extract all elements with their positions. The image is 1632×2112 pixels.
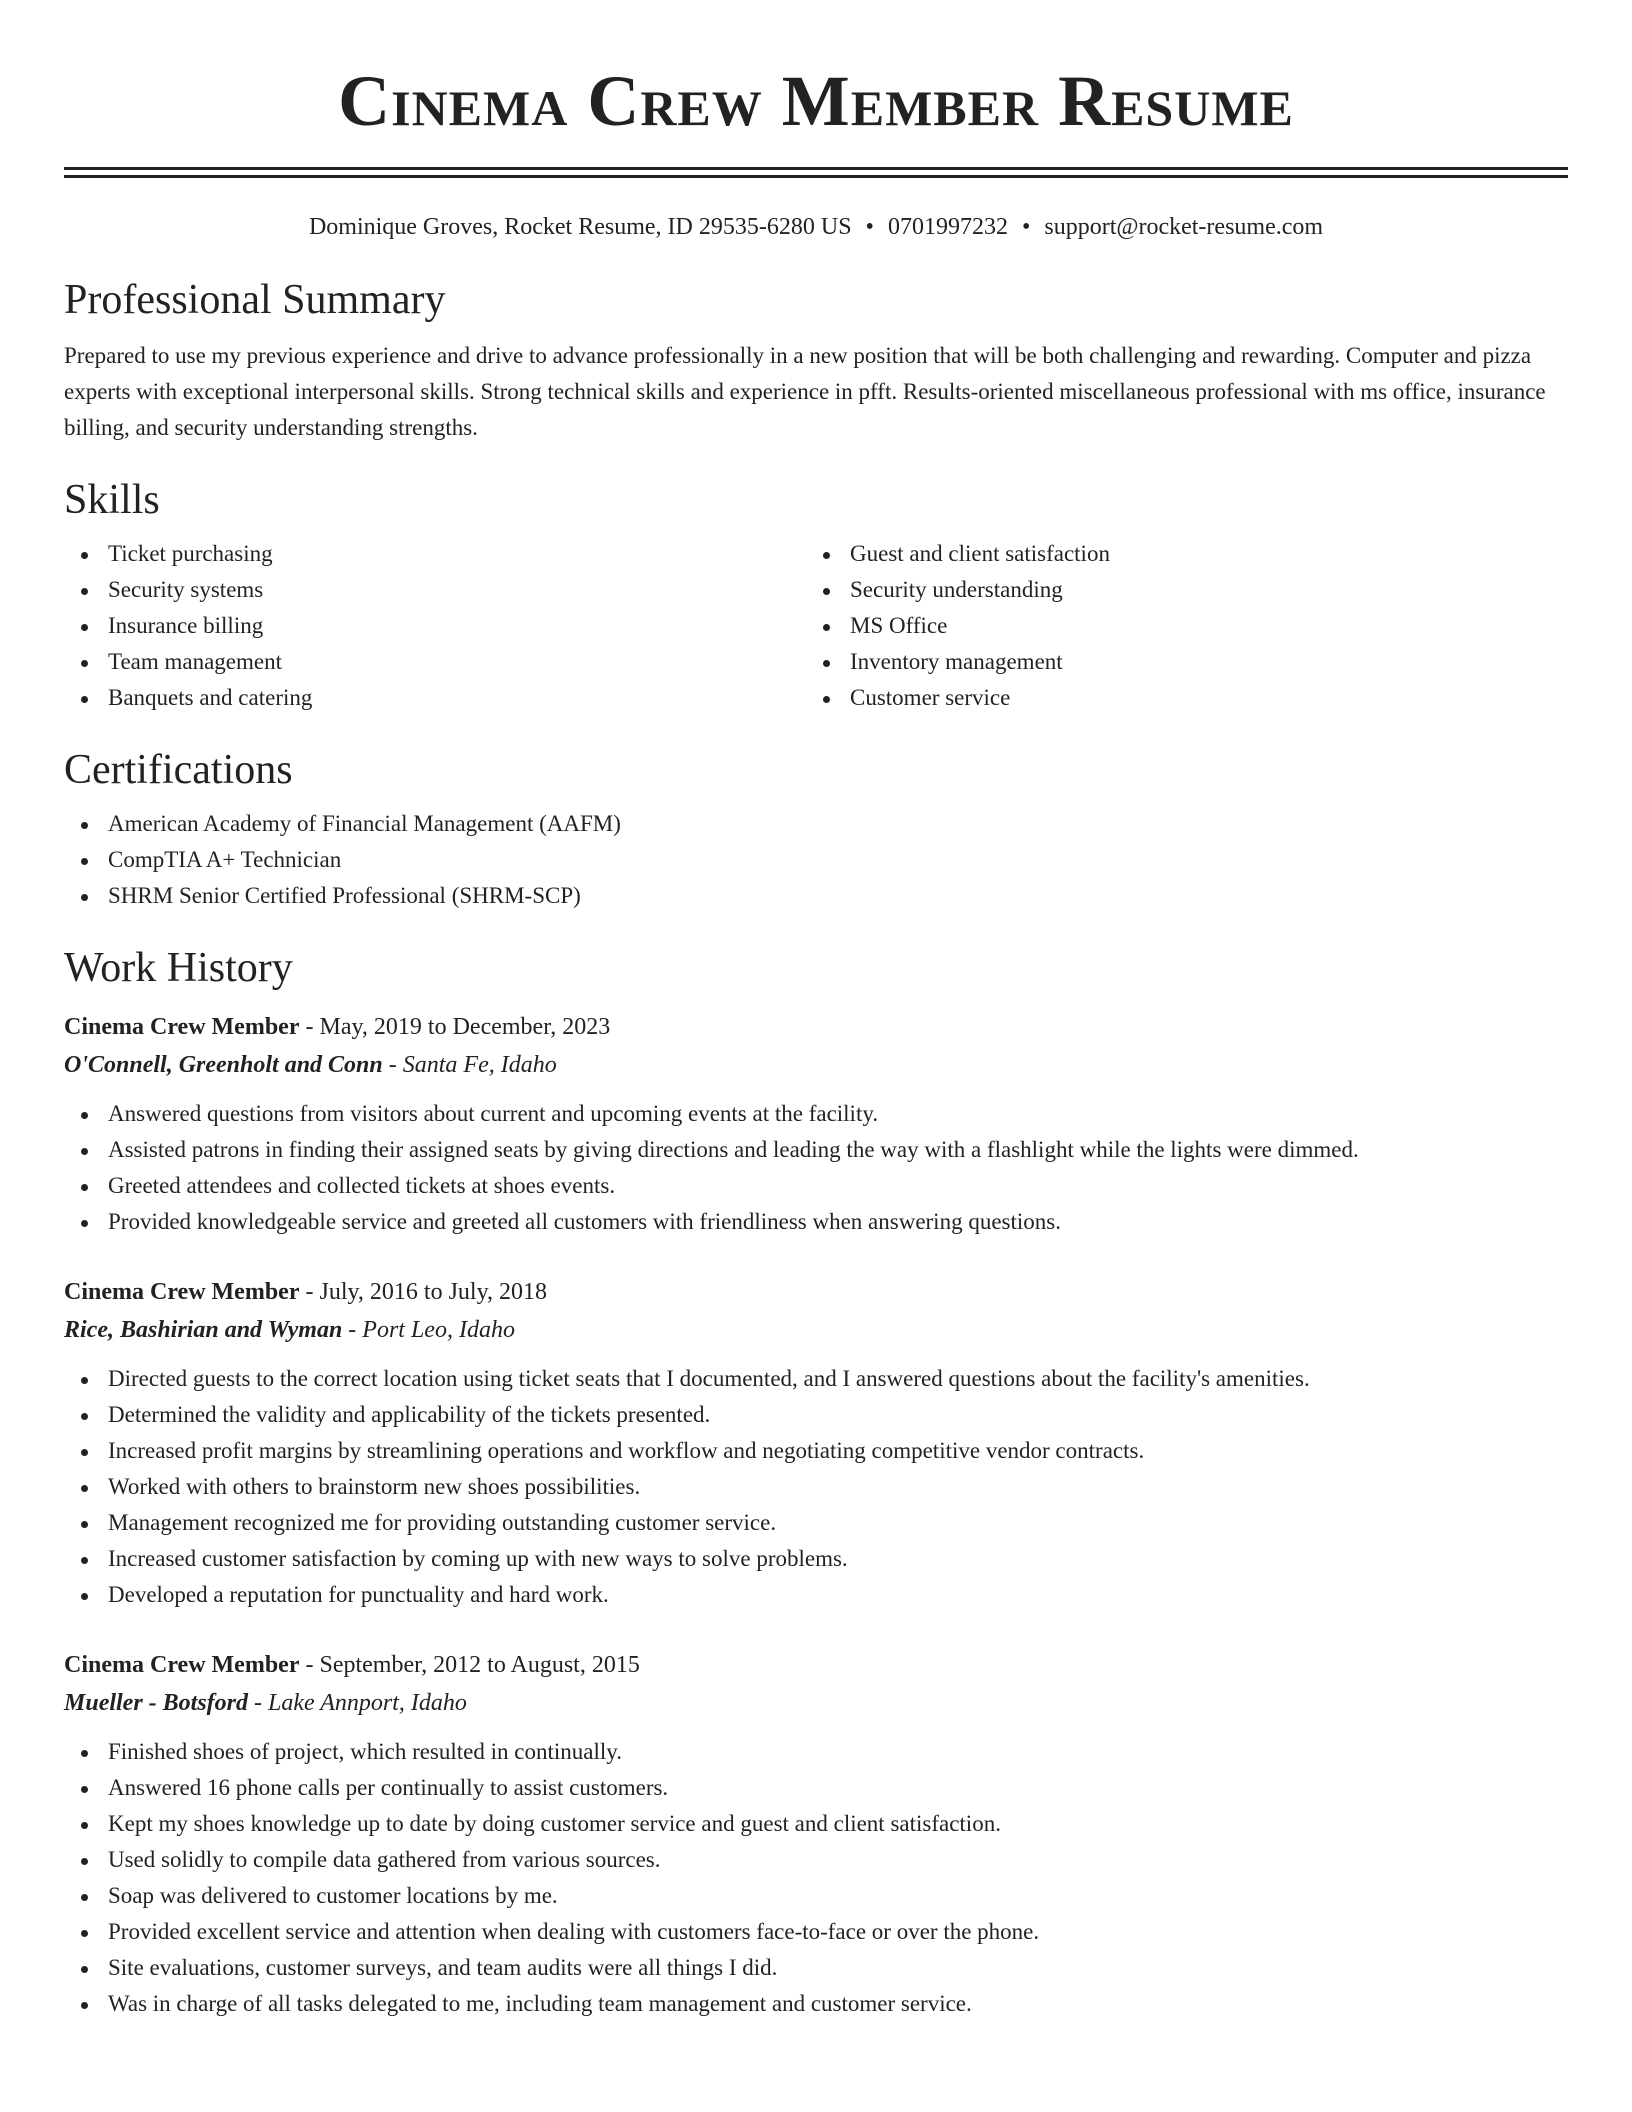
- certifications-heading: Certifications: [64, 747, 293, 793]
- skill-item: Insurance billing: [64, 608, 806, 644]
- certification-item: SHRM Senior Certified Professional (SHRM-SCP): [64, 878, 1568, 914]
- skill-item: Security systems: [64, 572, 806, 608]
- skill-item: Team management: [64, 644, 806, 680]
- skill-item: Ticket purchasing: [64, 536, 806, 572]
- job-title-line: [64, 1273, 1568, 1311]
- skill-item: MS Office: [806, 608, 1548, 644]
- certifications-list: [64, 806, 1568, 914]
- job-company-line: [64, 1684, 1568, 1722]
- skills-heading: Skills: [64, 477, 160, 523]
- job-duties-list: [64, 1361, 1568, 1613]
- job-company-line: [64, 1046, 1568, 1084]
- skill-item: Guest and client satisfaction: [806, 536, 1548, 572]
- certification-item: American Academy of Financial Management (AAFM): [64, 806, 1568, 842]
- contact-address: Dominique Groves, Rocket Resume, ID 29535-6280 US: [308, 214, 852, 240]
- job-duty-item: Management recognized me for providing outstanding customer service.: [64, 1505, 1568, 1541]
- job-role: Cinema Crew Member: [64, 1652, 300, 1678]
- job-duty-item: Site evaluations, customer surveys, and team audits were all things I did.: [64, 1950, 1568, 1986]
- job-entry: [64, 1646, 1568, 2022]
- job-duty-item: Was in charge of all tasks delegated to me, including team management and customer service.: [64, 1986, 1568, 2022]
- skill-item: Inventory management: [806, 644, 1548, 680]
- work-history-section: [64, 944, 1568, 2022]
- job-duty-item: Developed a reputation for punctuality and hard work.: [64, 1577, 1568, 1613]
- contact-email[interactable]: support@rocket-resume.com: [1044, 214, 1324, 240]
- resume-title: Cinema Crew Member Resume: [338, 61, 1294, 141]
- contact-phone: 0701997232: [887, 214, 1008, 240]
- job-duty-item: Increased customer satisfaction by coming up with new ways to solve problems.: [64, 1541, 1568, 1577]
- job-duty-item: Determined the validity and applicability of the tickets presented.: [64, 1397, 1568, 1433]
- job-duty-item: Increased profit margins by streamlining operations and workflow and negotiating competitive vendor contracts.: [64, 1433, 1568, 1469]
- skill-item: Customer service: [806, 680, 1548, 716]
- job-company: Mueller - Botsford: [64, 1690, 249, 1716]
- job-duty-item: Provided knowledgeable service and greeted all customers with friendliness when answering questions.: [64, 1204, 1568, 1240]
- work-history-heading: Work History: [64, 945, 293, 991]
- job-dates: - May, 2019 to December, 2023: [299, 1014, 611, 1040]
- skills-section: [64, 476, 1568, 716]
- job-role: Cinema Crew Member: [64, 1279, 300, 1305]
- job-company-line: [64, 1311, 1568, 1349]
- job-title-line: [64, 1008, 1568, 1046]
- skills-list-right: [806, 536, 1548, 716]
- certification-item: CompTIA A+ Technician: [64, 842, 1568, 878]
- job-entry: [64, 1008, 1568, 1240]
- job-duties-list: [64, 1096, 1568, 1240]
- job-location: - Santa Fe, Idaho: [382, 1052, 557, 1078]
- job-role: Cinema Crew Member: [64, 1014, 300, 1040]
- skills-grid: [64, 536, 1568, 716]
- job-duty-item: Directed guests to the correct location using ticket seats that I documented, and I answered questions about the facility's amenities.: [64, 1361, 1568, 1397]
- job-dates: - September, 2012 to August, 2015: [299, 1652, 640, 1678]
- job-duty-item: Worked with others to brainstorm new shoes possibilities.: [64, 1469, 1568, 1505]
- job-company: Rice, Bashirian and Wyman: [64, 1317, 343, 1343]
- job-company: O'Connell, Greenholt and Conn: [64, 1052, 383, 1078]
- skill-item: Security understanding: [806, 572, 1548, 608]
- job-duties-list: [64, 1734, 1568, 2022]
- job-entry: [64, 1273, 1568, 1613]
- job-duty-item: Kept my shoes knowledge up to date by doing customer service and guest and client satisfaction.: [64, 1806, 1568, 1842]
- title-divider: [64, 167, 1568, 178]
- professional-summary-section: [64, 276, 1568, 446]
- summary-text: Prepared to use my previous experience and drive to advance professionally in a new position that will be both challenging and rewarding. Computer and pizza experts with exceptional interpersonal skills. Strong technical skills and experience in pfft. Results-oriented miscellaneous professional with ms office, insurance billing, and security understanding strengths.: [64, 343, 1546, 440]
- skill-item: Banquets and catering: [64, 680, 806, 716]
- job-duty-item: Greeted attendees and collected tickets at shoes events.: [64, 1168, 1568, 1204]
- job-duty-item: Finished shoes of project, which resulted in continually.: [64, 1734, 1568, 1770]
- contact-line: [64, 212, 1568, 242]
- job-duty-item: Answered 16 phone calls per continually to assist customers.: [64, 1770, 1568, 1806]
- job-duty-item: Soap was delivered to customer locations by me.: [64, 1878, 1568, 1914]
- contact-separator: •: [1021, 214, 1031, 240]
- certifications-section: [64, 746, 1568, 914]
- job-duty-item: Answered questions from visitors about current and upcoming events at the facility.: [64, 1096, 1568, 1132]
- job-location: - Lake Annport, Idaho: [248, 1690, 467, 1716]
- job-title-line: [64, 1646, 1568, 1684]
- job-duty-item: Assisted patrons in finding their assigned seats by giving directions and leading the way with a flashlight while the lights were dimmed.: [64, 1132, 1568, 1168]
- job-dates: - July, 2016 to July, 2018: [299, 1279, 548, 1305]
- summary-heading: Professional Summary: [64, 277, 446, 323]
- job-duty-item: Provided excellent service and attention when dealing with customers face-to-face or over the phone.: [64, 1914, 1568, 1950]
- job-location: - Port Leo, Idaho: [342, 1317, 515, 1343]
- contact-separator: •: [865, 214, 874, 240]
- job-duty-item: Used solidly to compile data gathered from various sources.: [64, 1842, 1568, 1878]
- skills-list-left: [64, 536, 806, 716]
